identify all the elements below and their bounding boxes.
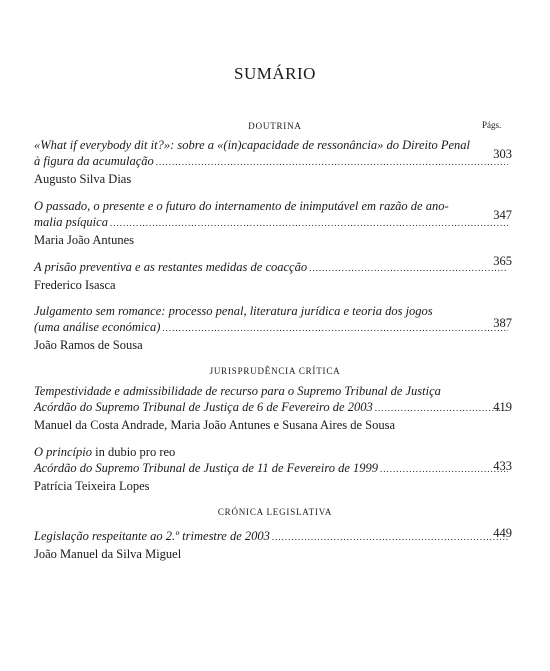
page-title: SUMÁRIO: [234, 64, 316, 83]
entry-page-number: 365: [493, 254, 512, 268]
leader-dots: [309, 260, 508, 276]
toc-entry[interactable]: [34, 303, 510, 353]
toc-entry[interactable]: [34, 198, 510, 248]
entry-author: Patrícia Teixeira Lopes: [34, 479, 150, 493]
entry-title-line: à figura da acumulação: [34, 154, 154, 168]
section-heading-jurisprudencia-critica: JURISPRUDÊNCIA CRÍTICA: [209, 366, 341, 376]
entry-author: Maria João Antunes: [34, 233, 134, 247]
entry-page-number: 347: [493, 208, 512, 222]
entry-author: João Manuel da Silva Miguel: [34, 547, 182, 561]
leader-dots: [272, 529, 508, 545]
leader-dots: [156, 154, 508, 170]
toc-entry[interactable]: [34, 528, 510, 562]
entry-title-line: O passado, o presente e o futuro do internamento de inimputável em razão de ano-: [34, 199, 449, 213]
entry-page-number: 449: [493, 526, 512, 540]
entry-author: Frederico Isasca: [34, 278, 116, 292]
entry-title-line: «What if everybody dit it?»: sobre a «(in)capacidade de ressonância» do Direito Penal: [34, 138, 471, 152]
entry-title-line: malia psíquica: [34, 215, 108, 229]
entry-title-line: Tempestividade e admissibilidade de recurso para o Supremo Tribunal de Justiça: [34, 384, 441, 398]
entry-title-segment: in dubio pro reo: [95, 445, 176, 459]
entry-page-number: 387: [493, 316, 512, 330]
entry-title-line: Acórdão do Supremo Tribunal de Justiça de 6 de Fevereiro de 2003: [34, 400, 373, 414]
entry-title-line: Acórdão do Supremo Tribunal de Justiça de 11 de Fevereiro de 1999: [34, 461, 379, 475]
toc-entry[interactable]: [34, 259, 510, 293]
entry-title-line: (uma análise económica): [34, 320, 161, 334]
toc-entry[interactable]: [34, 383, 510, 433]
entry-title-line: A prisão preventiva e as restantes medidas de coacção: [34, 260, 308, 274]
entry-author: Augusto Silva Dias: [34, 172, 132, 186]
pages-column-label: Págs.: [482, 120, 502, 130]
entry-title-segment: O princípio: [34, 445, 92, 459]
entry-page-number: 419: [493, 400, 512, 414]
section-heading-cronica-legislativa: CRÓNICA LEGISLATIVA: [217, 507, 333, 517]
toc-entry[interactable]: [34, 444, 510, 494]
entry-title-line: Julgamento sem romance: processo penal, literatura jurídica e teoria dos jogos: [34, 304, 433, 318]
entry-page-number: 303: [493, 147, 512, 161]
leader-dots: [110, 215, 508, 231]
entry-page-number: 433: [493, 459, 512, 473]
entry-title-line: [34, 444, 510, 460]
section-heading-doutrina: DOUTRINA: [248, 121, 302, 131]
entry-author: Manuel da Costa Andrade, Maria João Antunes e Susana Aires de Sousa: [34, 418, 396, 432]
entry-author: João Ramos de Sousa: [34, 338, 143, 352]
toc-entry[interactable]: [34, 137, 510, 187]
leader-dots: [162, 320, 508, 336]
entry-title-line: Legislação respeitante ao 2.º trimestre de 2003: [34, 529, 270, 543]
